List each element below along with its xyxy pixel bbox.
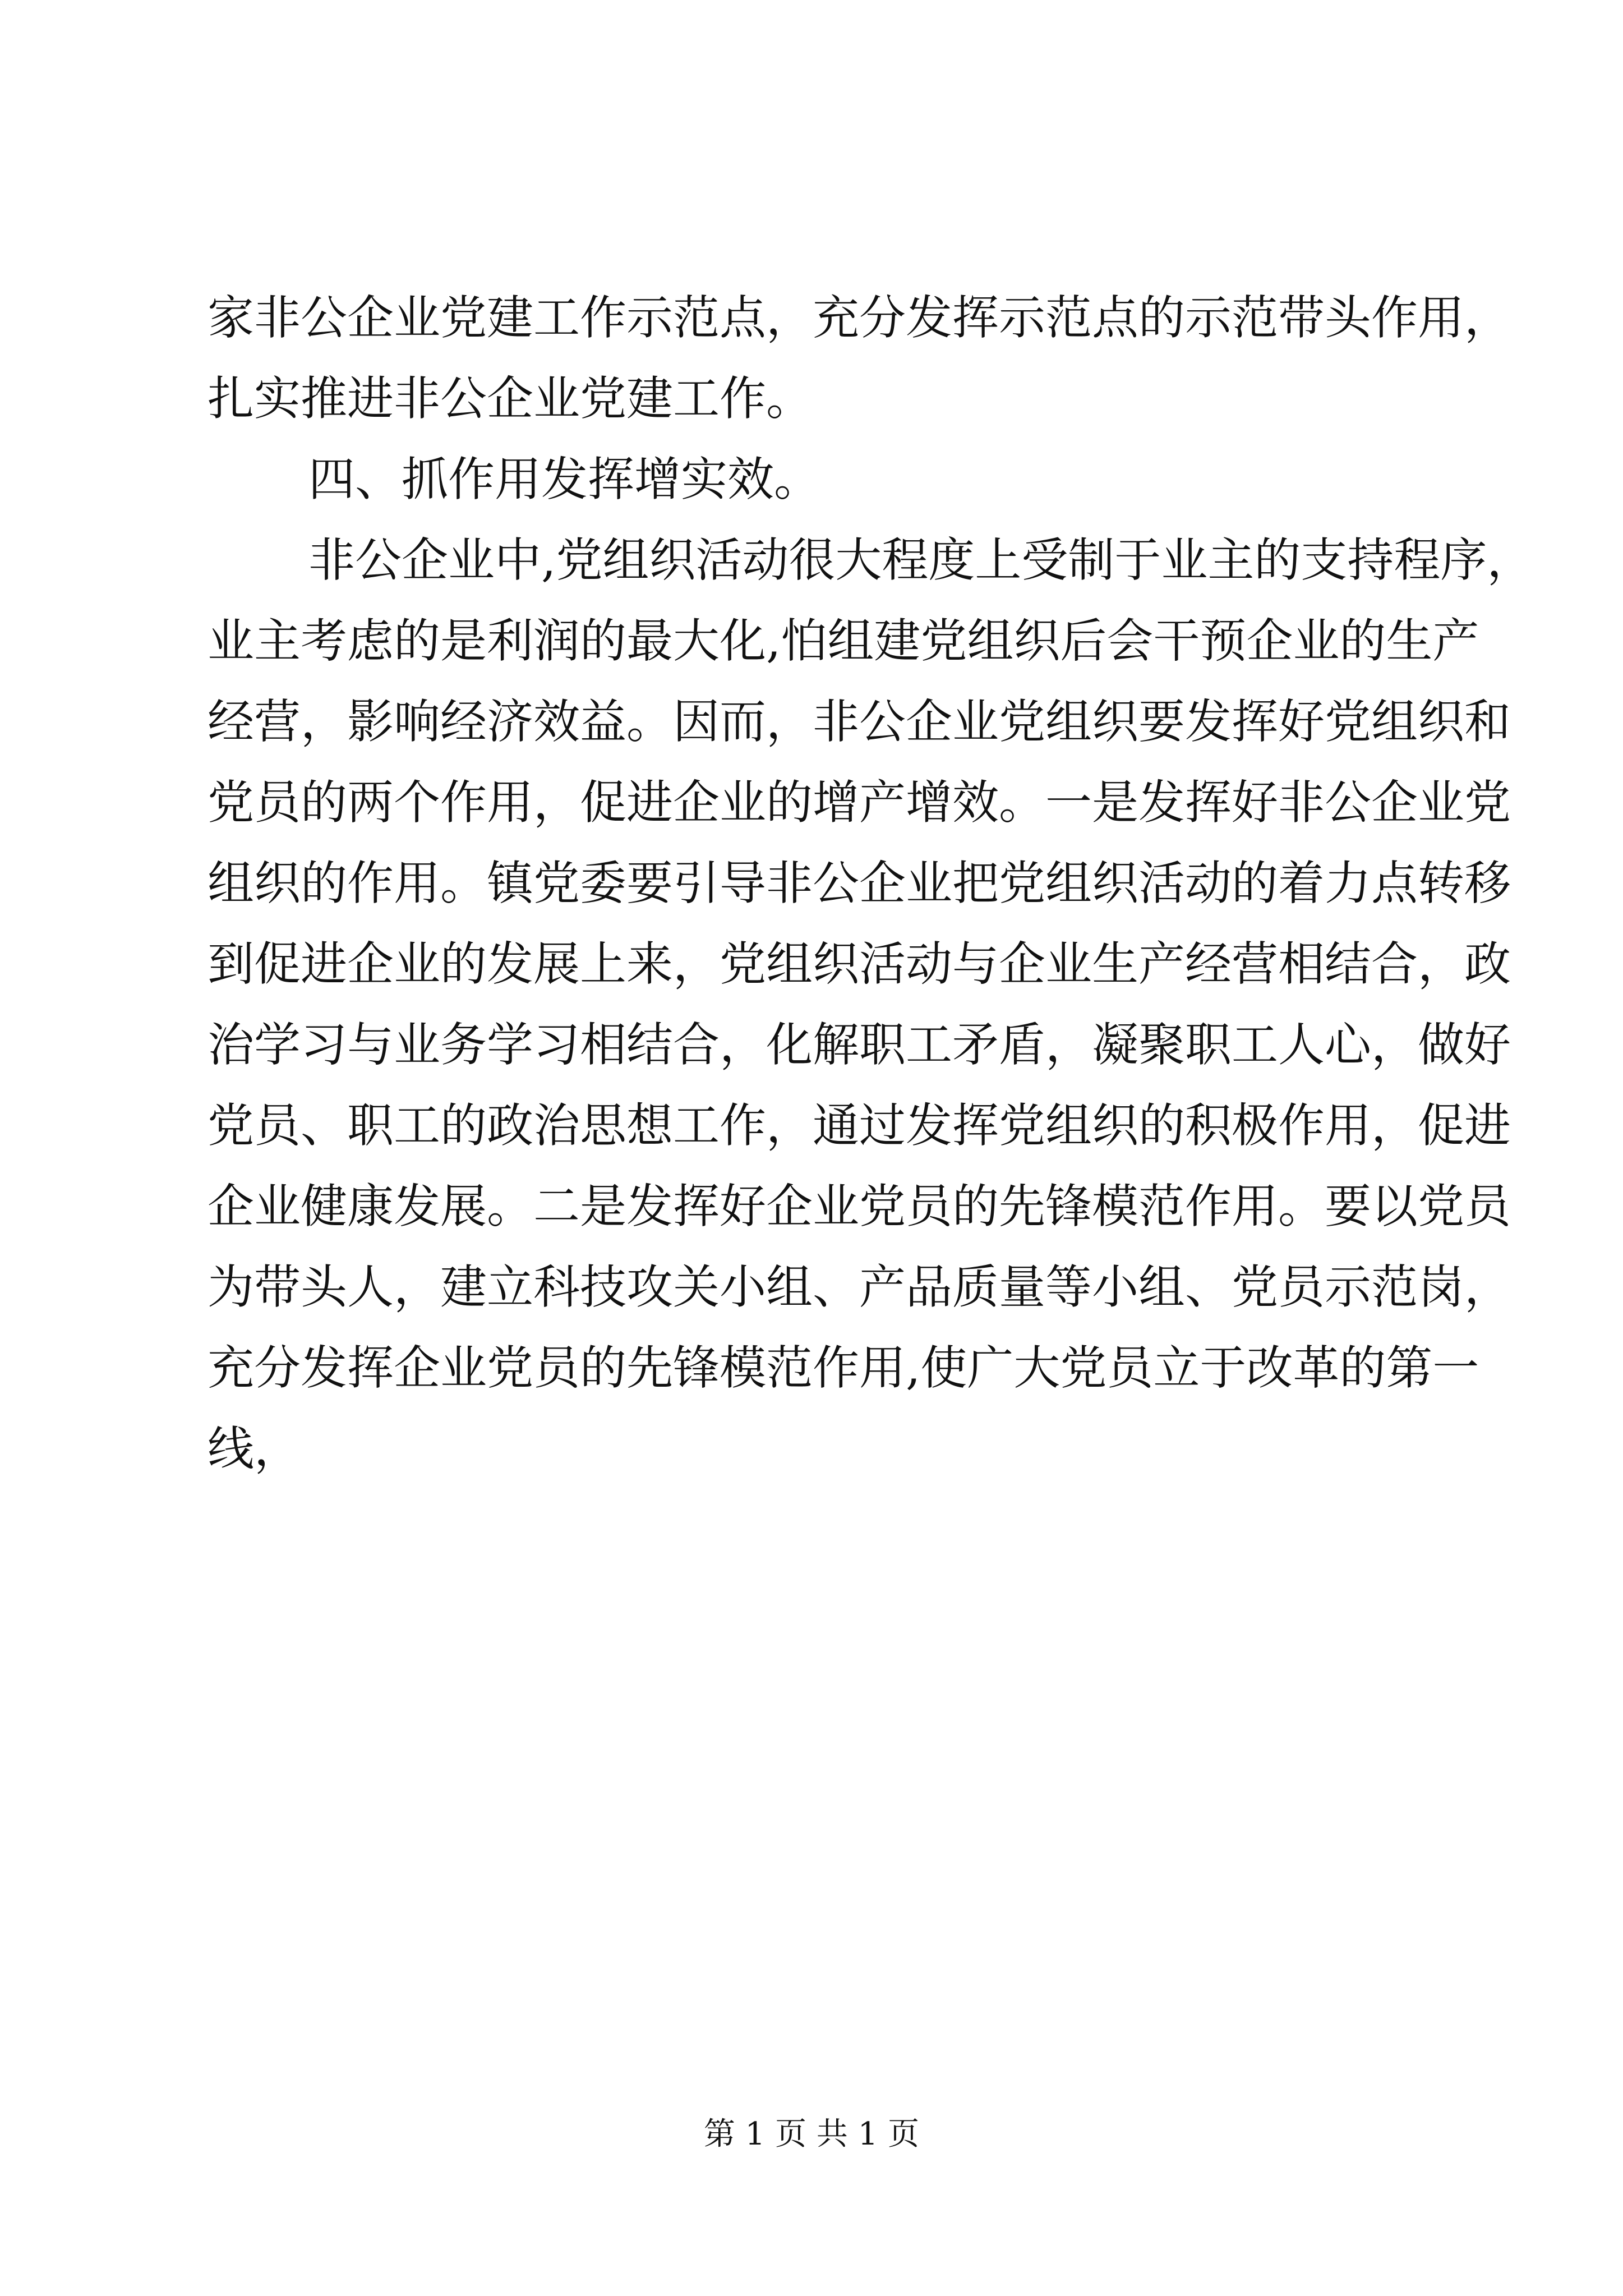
text-line: 扎实推进非公企业党建工作。 [208, 371, 813, 426]
text-line: 党员的两个作用，促进企业的增产增效。一是发挥好非公企业党 [208, 775, 1511, 830]
text-line: 党员、职工的政治思想工作，通过发挥党组织的积极作用，促进 [208, 1098, 1511, 1153]
page-footer [0, 2115, 1623, 2154]
text-line: 为带头人，建立科技攻关小组、产品质量等小组、党员示范岗， [208, 1260, 1511, 1314]
text-line: 家非公企业党建工作示范点，充分发挥示范点的示范带头作用， [208, 291, 1511, 345]
text-line: 企业健康发展。二是发挥好企业党员的先锋模范作用。要以党员 [208, 1179, 1511, 1234]
text-line: 到促进企业的发展上来，党组织活动与企业生产经营相结合，政 [208, 937, 1511, 991]
text-line: 业主考虑的是利润的最大化,怕组建党组织后会干预企业的生产 [208, 614, 1479, 668]
text-line: 组织的作用。镇党委要引导非公企业把党组织活动的着力点转移 [208, 856, 1511, 910]
text-line: 治学习与业务学习相结合，化解职工矛盾，凝聚职工人心，做好 [208, 1018, 1511, 1072]
page-number-label: 第 1 页 共 1 页 [703, 2116, 920, 2152]
document-body [208, 278, 1534, 1489]
text-line: 线， [208, 1421, 301, 1476]
section-heading: 四、抓作用发挥增实效。 [308, 452, 820, 507]
text-line: 充分发挥企业党员的先锋模范作用,使广大党员立于改革的第一 [208, 1341, 1479, 1395]
text-line: 经营，影响经济效益。因而，非公企业党组织要发挥好党组织和 [208, 694, 1511, 749]
paragraph-first-line: 非公企业中,党组织活动很大程度上受制于业主的支持程序， [308, 533, 1534, 587]
